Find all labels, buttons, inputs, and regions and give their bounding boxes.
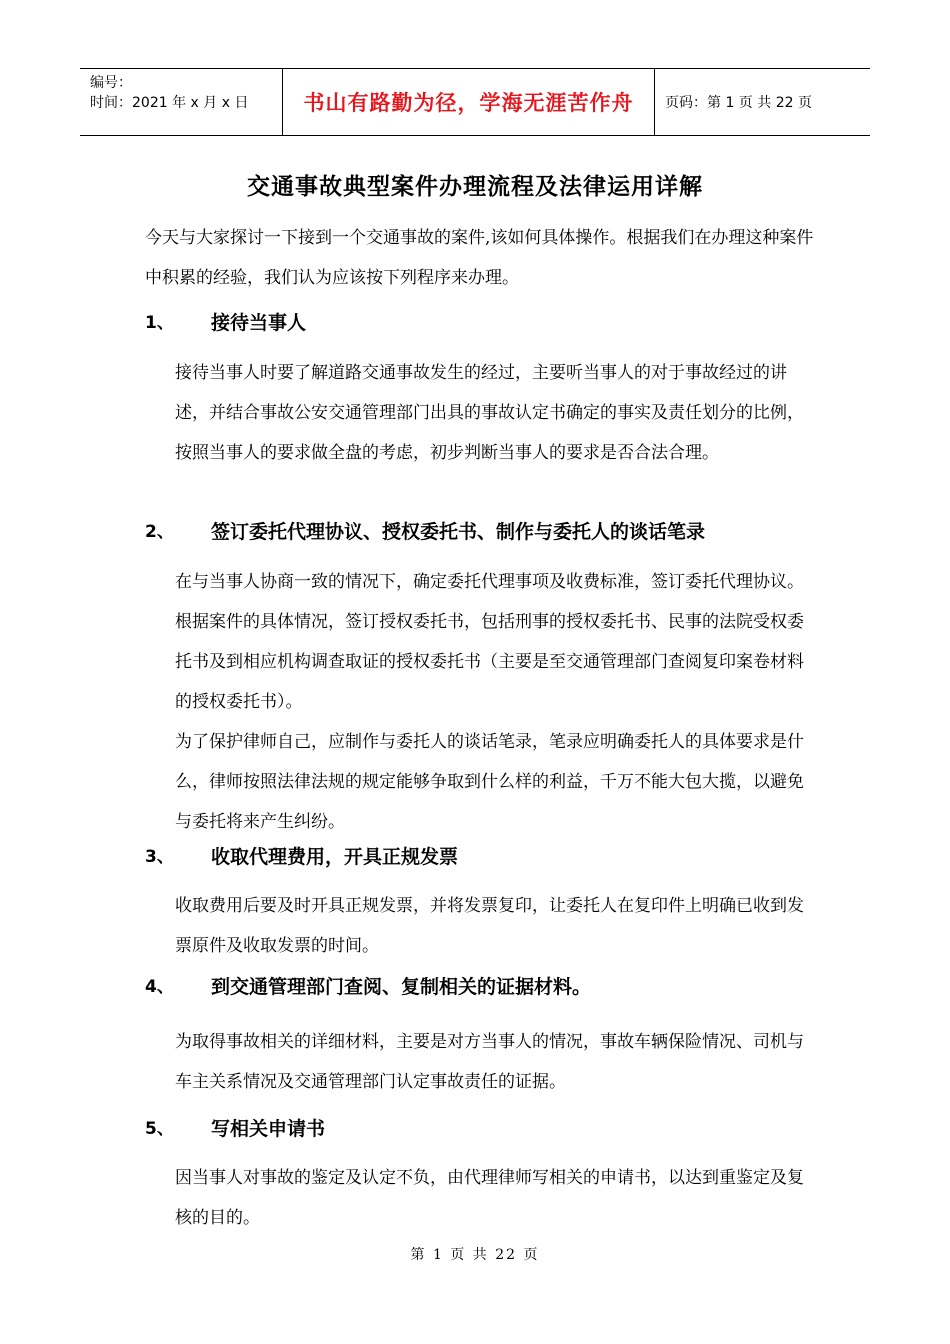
number-label: 编号： <box>90 75 132 91</box>
section-number: 1、 <box>145 313 174 333</box>
motto-text: 书山有路勤为径，学海无涯苦作舟 <box>303 90 634 115</box>
section-heading-2 <box>145 517 705 544</box>
document-header <box>80 68 870 136</box>
paragraph: 为取得事故相关的详细材料，主要是对方当事人的情况，事故车辆保险情况、司机与车主关系情况及交通管理部门认定事故责任的证据。 <box>175 1032 804 1092</box>
paragraph: 为了保护律师自己，应制作与委托人的谈话笔录，笔录应明确委托人的具体要求是什么，律师按照法律法规的规定能够争取到什么样的利益，千万不能大包大揽，以避免与委托将来产生纠纷。 <box>175 732 804 832</box>
paragraph: 在与当事人协商一致的情况下，确定委托代理事项及收费标准，签订委托代理协议。根据案件的具体情况，签订授权委托书，包括刑事的授权委托书、民事的法院受权委托书及到相应机构调查取证的授权委托书（主要是至交通管理部门查阅复印案卷材料的授权委托书）。 <box>175 572 804 712</box>
section-number: 4、 <box>145 977 174 997</box>
section-body-2 <box>175 562 815 842</box>
section-heading-5 <box>145 1114 325 1141</box>
section-number: 5、 <box>145 1119 174 1139</box>
section-heading-1 <box>145 308 306 335</box>
paragraph: 接待当事人时要了解道路交通事故发生的经过，主要听当事人的对于事故经过的讲述，并结合事故公安交通管理部门出具的事故认定书确定的事实及责任划分的比例，按照当事人的要求做全盘的考虑，初步判断当事人的要求是否合法合理。 <box>175 363 804 463</box>
header-motto <box>283 69 655 135</box>
section-heading-3 <box>145 842 458 869</box>
paragraph: 收取费用后要及时开具正规发票，并将发票复印，让委托人在复印件上明确已收到发票原件及收取发票的时间。 <box>175 896 804 956</box>
section-body-1 <box>175 353 815 473</box>
document-title: 交通事故典型案件办理流程及法律运用详解 <box>247 173 703 200</box>
section-title: 收取代理费用，开具正规发票 <box>211 846 459 868</box>
section-heading-4 <box>145 972 591 999</box>
section-title: 签订委托代理协议、授权委托书、制作与委托人的谈话笔录 <box>211 521 706 543</box>
section-title: 接待当事人 <box>211 312 307 334</box>
date-label: 时间：2021 年 x 月 x 日 <box>90 95 249 111</box>
header-page-info: 页码：第 1 页 共 22 页 <box>665 95 812 111</box>
intro-paragraph: 今天与大家探讨一下接到一个交通事故的案件,该如何具体操作。根据我们在办理这种案件中积累的经验，我们认为应该按下列程序来办理。 <box>145 228 814 288</box>
page-footer: 第 1 页 共 22 页 <box>410 1247 540 1263</box>
paragraph: 因当事人对事故的鉴定及认定不负，由代理律师写相关的申请书，以达到重鉴定及复核的目的。 <box>175 1168 804 1228</box>
section-title: 写相关申请书 <box>211 1118 326 1140</box>
section-body-3 <box>175 886 815 966</box>
section-number: 3、 <box>145 847 174 867</box>
header-meta <box>80 69 283 135</box>
section-body-4 <box>175 1022 815 1102</box>
section-body-5 <box>175 1158 815 1238</box>
section-title: 到交通管理部门查阅、复制相关的证据材料。 <box>211 976 592 998</box>
section-number: 2、 <box>145 522 174 542</box>
